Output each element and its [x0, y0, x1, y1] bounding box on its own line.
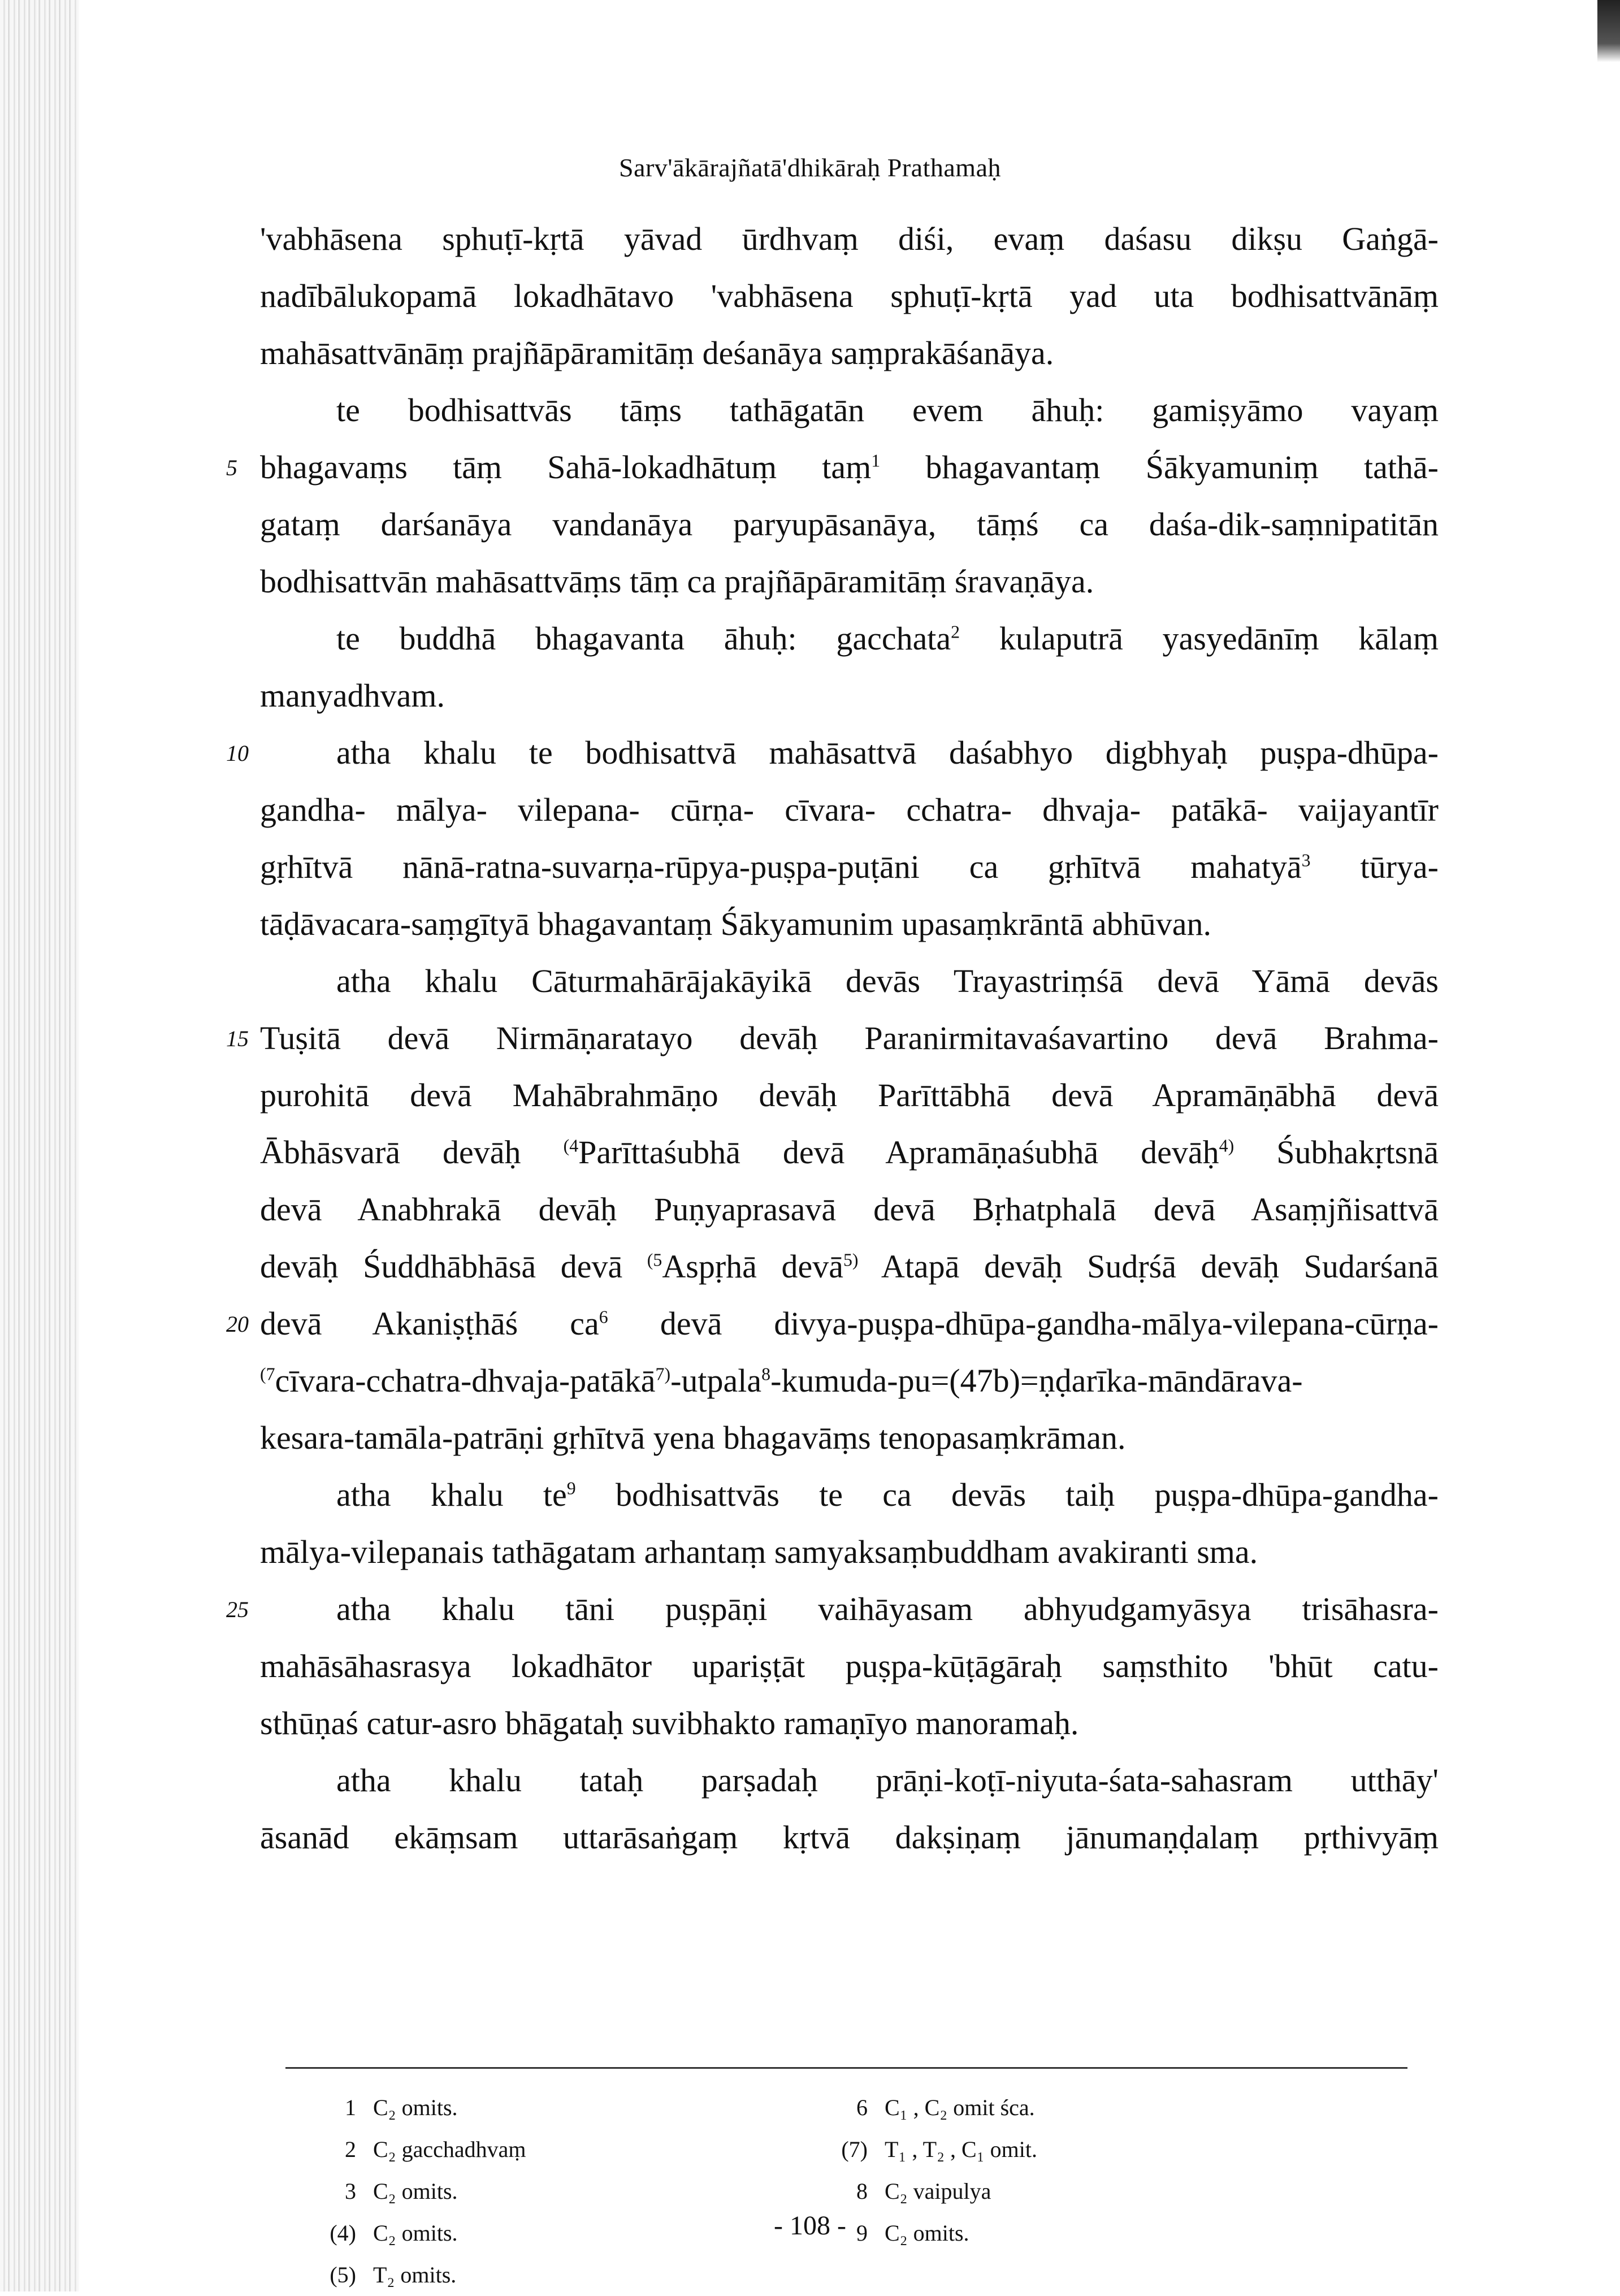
footnote-marker: 8: [761, 1364, 771, 1384]
footnote-text: C₂ omits.: [373, 2220, 458, 2246]
footnote-marker: 7): [655, 1364, 671, 1384]
text-segment: devāḥ Śuddhābhāsā devā: [260, 1248, 647, 1285]
text-line: [260, 1409, 1439, 1466]
text-line: [260, 1752, 1439, 1809]
text-segment: manyadhvam.: [260, 677, 445, 714]
text-segment: mālya-vilepanais tathāgatam arhantaṃ samyaksaṃbuddham avakiranti sma.: [260, 1533, 1258, 1570]
line-number-10: 10: [226, 740, 249, 766]
text-segment: tūrya-: [1310, 848, 1439, 885]
footnote: [294, 2171, 690, 2212]
text-segment: nadībālukopamā lokadhātavo 'vabhāsena sphuṭī-kṛtā yad uta bodhisattvānāṃ: [260, 278, 1439, 314]
footnote: [294, 2129, 690, 2171]
scan-corner-mark: [1597, 0, 1620, 62]
text-segment: devā divya-puṣpa-dhūpa-gandha-mālya-vilepana-cūrṇa-: [608, 1305, 1439, 1342]
text-segment: atha khalu Cāturmahārājakāyikā devās Trayastriṃśā devā Yāmā devās: [336, 963, 1439, 999]
footnote-text: C₂ gacchadhvaṃ: [373, 2137, 526, 2162]
text-segment: te bodhisattvās tāṃs tathāgatān evem āhuḥ: gamiṣyāmo vayaṃ: [336, 392, 1439, 428]
text-line: [260, 1295, 1439, 1352]
text-line: [260, 496, 1439, 553]
text-line: [260, 553, 1439, 610]
text-line: [260, 838, 1439, 895]
text-line: [260, 382, 1439, 439]
footnote-text: C₂ omits.: [885, 2220, 969, 2246]
text-line: [260, 1181, 1439, 1238]
line-number-20: 20: [226, 1311, 249, 1337]
footnote-text: C₂ omits.: [373, 2178, 458, 2204]
text-segment: mahāsattvānāṃ prajñāpāramitāṃ deśanāya saṃprakāśanāya.: [260, 335, 1054, 371]
footnote-number: (5): [330, 2262, 356, 2288]
text-segment: atha khalu tāni puṣpāṇi vaihāyasam abhyudgamyāsya trisāhasra-: [336, 1591, 1439, 1627]
text-segment: devā Anabhrakā devāḥ Puṇyaprasavā devā Bṛhatphalā devā Asaṃjñisattvā: [260, 1191, 1439, 1228]
footnote: [805, 2171, 1258, 2212]
text-line: [260, 610, 1439, 667]
footnote-number: 9: [856, 2220, 868, 2246]
main-text: [260, 210, 1439, 1866]
text-line: [260, 1352, 1439, 1409]
text-line: [260, 1466, 1439, 1523]
footnote-number: 1: [345, 2095, 356, 2120]
text-segment: gandha- mālya- vilepana- cūrṇa- cīvara- cchatra- dhvaja- patākā- vaijayantīr: [260, 791, 1439, 828]
text-segment: atha khalu tataḥ parṣadaḥ prāṇi-koṭī-niyuta-śata-sahasram utthāy': [336, 1762, 1439, 1799]
footnote-number: 6: [856, 2095, 868, 2120]
text-segment: bodhisattvān mahāsattvāṃs tāṃ ca prajñāpāramitāṃ śravaṇāya.: [260, 563, 1094, 600]
text-line: [260, 1637, 1439, 1695]
text-segment: sthūṇaś catur-asro bhāgataḥ suvibhakto ramaṇīyo manoramaḥ.: [260, 1705, 1079, 1742]
text-segment: atha khalu te: [336, 1476, 567, 1513]
text-segment: bhagavaṃs tāṃ Sahā-lokadhātuṃ taṃ: [260, 449, 872, 486]
footnote-number: 2: [345, 2137, 356, 2162]
footnote-text: C₂ vaipulya: [885, 2178, 991, 2204]
text-line: [260, 1067, 1439, 1124]
text-segment: atha khalu te bodhisattvā mahāsattvā daśabhyo digbhyaḥ puṣpa-dhūpa-: [336, 734, 1439, 771]
text-line: [260, 267, 1439, 324]
text-line: [260, 1809, 1439, 1866]
text-segment: mahāsāhasrasya lokadhātor upariṣṭāt puṣpa-kūṭāgāraḥ saṃsthito 'bhūt catu-: [260, 1648, 1439, 1684]
text-line: [260, 781, 1439, 838]
footnote-number: (4): [330, 2220, 356, 2246]
text-segment: Śubhakṛtsnā: [1234, 1134, 1439, 1171]
footnote: [294, 2087, 690, 2129]
footnote-marker: 3: [1301, 850, 1311, 870]
text-line: [260, 324, 1439, 382]
text-line: [260, 667, 1439, 724]
text-segment: cīvara-cchatra-dhvaja-patākā: [275, 1362, 656, 1399]
footnote: [805, 2087, 1258, 2129]
text-segment: bodhisattvās te ca devās taiḥ puṣpa-dhūpa-gandha-: [575, 1476, 1439, 1513]
text-line: [260, 439, 1439, 496]
line-number-15: 15: [226, 1026, 249, 1051]
footnote-marker: (4: [563, 1136, 579, 1156]
footnote-marker: 6: [599, 1307, 608, 1327]
footnote: [805, 2129, 1258, 2171]
footnote-marker: (7: [260, 1364, 275, 1384]
text-line: [260, 210, 1439, 267]
text-segment: Tuṣitā devā Nirmāṇaratayo devāḥ Paranirmitavaśavartino devā Brahma-: [260, 1020, 1439, 1056]
text-line: [260, 1580, 1439, 1637]
text-segment: Parīttaśubhā devā Apramāṇaśubhā devāḥ: [578, 1134, 1219, 1171]
footnote-number: 3: [345, 2178, 356, 2204]
text-segment: 'vabhāsena sphuṭī-kṛtā yāvad ūrdhvaṃ diśi, evaṃ daśasu dikṣu Gaṅgā-: [260, 220, 1439, 257]
text-line: [260, 895, 1439, 952]
footnote-marker: (5: [647, 1250, 662, 1270]
footnote-marker: 2: [951, 622, 960, 642]
footnote-text: T₁ , T₂ , C₁ omit.: [885, 2137, 1037, 2162]
page-number: - 108 -: [774, 2211, 846, 2241]
footnote-text: C₂ omits.: [373, 2095, 458, 2120]
text-segment: Atapā devāḥ Sudṛśā devāḥ Sudarśanā: [858, 1248, 1439, 1285]
text-line: [260, 1695, 1439, 1752]
text-segment: bhagavantaṃ Śākyamuniṃ tathā-: [880, 449, 1439, 486]
text-line: [260, 724, 1439, 781]
text-segment: gataṃ darśanāya vandanāya paryupāsanāya, tāṃś ca daśa-dik-saṃnipatitān: [260, 506, 1439, 543]
footnote-number: 8: [856, 2178, 868, 2204]
text-line: [260, 1124, 1439, 1181]
text-segment: kulaputrā yasyedānīṃ kālaṃ: [960, 620, 1439, 657]
footnote-marker: 5): [843, 1250, 859, 1270]
text-segment: -kumuda-pu=(47b)=ṇḍarīka-māndārava-: [770, 1362, 1303, 1399]
footnote-marker: 4): [1219, 1136, 1235, 1156]
text-line: [260, 1010, 1439, 1067]
text-segment: kesara-tamāla-patrāṇi gṛhītvā yena bhagavāṃs tenopasaṃkrāman.: [260, 1419, 1126, 1456]
text-segment: te buddhā bhagavanta āhuḥ: gacchata: [336, 620, 951, 657]
footnotes-left-column: [294, 2087, 690, 2296]
line-number-25: 25: [226, 1597, 249, 1622]
scan-binding-edge: [0, 0, 79, 2291]
line-number-5: 5: [226, 455, 237, 480]
footnote-rule: [285, 2067, 1407, 2069]
text-line: [260, 1523, 1439, 1580]
text-segment: tāḍāvacara-saṃgītyā bhagavantaṃ Śākyamunim upasaṃkrāntā abhūvan.: [260, 906, 1211, 942]
text-line: [260, 952, 1439, 1010]
text-segment: purohitā devā Mahābrahmāṇo devāḥ Parīttābhā devā Apramāṇābhā devā: [260, 1077, 1439, 1114]
footnote-marker: 9: [566, 1478, 576, 1498]
footnote-marker: 1: [871, 450, 881, 471]
footnote: [294, 2254, 690, 2296]
text-segment: Aspṛhā devā: [662, 1248, 843, 1285]
text-segment: Ābhāsvarā devāḥ: [260, 1134, 564, 1171]
text-segment: -utpala: [670, 1362, 762, 1399]
footnote-text: T₂ omits.: [373, 2262, 457, 2288]
text-line: [260, 1238, 1439, 1295]
text-segment: āsanād ekāṃsam uttarāsaṅgaṃ kṛtvā dakṣiṇaṃ jānumaṇḍalaṃ pṛthivyāṃ: [260, 1819, 1439, 1856]
footnote-number: (7): [841, 2137, 868, 2162]
text-segment: devā Akaniṣṭhāś ca: [260, 1305, 599, 1342]
text-segment: gṛhītvā nānā-ratna-suvarṇa-rūpya-puṣpa-puṭāni ca gṛhītvā mahatyā: [260, 848, 1302, 885]
footnote-text: C₁ , C₂ omit śca.: [885, 2095, 1035, 2120]
running-head: Sarv'ākārajñatā'dhikāraḥ Prathamaḥ: [618, 153, 1001, 182]
